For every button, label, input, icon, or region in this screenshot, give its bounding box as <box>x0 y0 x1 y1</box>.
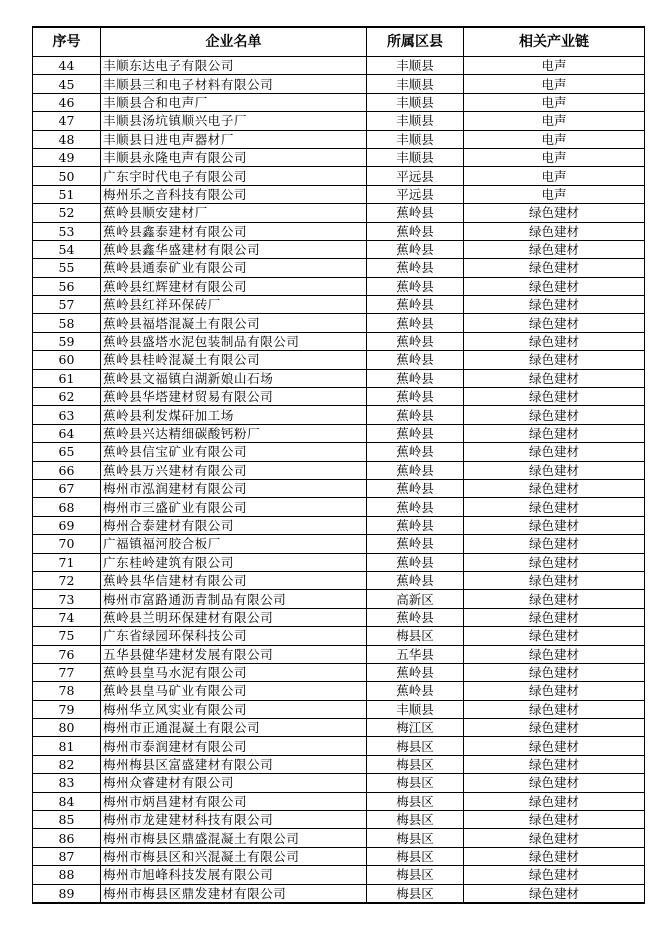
row-number: 47 <box>33 112 101 130</box>
row-number: 82 <box>33 755 101 773</box>
company-name: 梅州市炳昌建材有限公司 <box>101 792 367 810</box>
row-number: 74 <box>33 608 101 626</box>
industry-chain: 电声 <box>464 112 645 130</box>
county-name: 蕉岭县 <box>367 479 464 497</box>
row-number: 87 <box>33 847 101 865</box>
county-name: 梅县区 <box>367 774 464 792</box>
table-row <box>33 204 645 222</box>
row-number: 59 <box>33 332 101 350</box>
industry-chain: 绿色建材 <box>464 829 645 847</box>
industry-chain: 绿色建材 <box>464 755 645 773</box>
table-row <box>33 296 645 314</box>
company-name: 广东桂岭建筑有限公司 <box>101 553 367 571</box>
company-name: 五华县健华建材发展有限公司 <box>101 645 367 663</box>
table-row <box>33 645 645 663</box>
company-name: 蕉岭县福塔混凝土有限公司 <box>101 314 367 332</box>
company-list-sheet <box>32 26 644 904</box>
company-name: 蕉岭县利发煤矸加工场 <box>101 406 367 424</box>
row-number: 68 <box>33 498 101 516</box>
company-name: 蕉岭县红祥环保砖厂 <box>101 296 367 314</box>
county-name: 五华县 <box>367 645 464 663</box>
row-number: 64 <box>33 424 101 442</box>
company-name: 蕉岭县顺安建材厂 <box>101 204 367 222</box>
county-name: 平远县 <box>367 185 464 203</box>
county-name: 丰顺县 <box>367 148 464 166</box>
table-row <box>33 516 645 534</box>
county-name: 蕉岭县 <box>367 608 464 626</box>
row-number: 53 <box>33 222 101 240</box>
table-row <box>33 148 645 166</box>
row-number: 66 <box>33 461 101 479</box>
industry-chain: 绿色建材 <box>464 645 645 663</box>
table-row <box>33 663 645 681</box>
row-number: 67 <box>33 479 101 497</box>
county-name: 梅县区 <box>367 811 464 829</box>
row-number: 49 <box>33 148 101 166</box>
industry-chain: 绿色建材 <box>464 406 645 424</box>
row-number: 54 <box>33 240 101 258</box>
industry-chain: 绿色建材 <box>464 259 645 277</box>
company-name: 蕉岭县红辉建材有限公司 <box>101 277 367 295</box>
county-name: 梅县区 <box>367 755 464 773</box>
county-name: 梅县区 <box>367 884 464 903</box>
county-name: 梅江区 <box>367 719 464 737</box>
row-number: 55 <box>33 259 101 277</box>
industry-chain: 绿色建材 <box>464 277 645 295</box>
row-number: 44 <box>33 57 101 75</box>
industry-chain: 绿色建材 <box>464 719 645 737</box>
row-number: 65 <box>33 443 101 461</box>
industry-chain: 绿色建材 <box>464 332 645 350</box>
industry-chain: 绿色建材 <box>464 627 645 645</box>
table-row <box>33 443 645 461</box>
company-name: 梅州市泰润建材有限公司 <box>101 737 367 755</box>
table-row <box>33 884 645 903</box>
county-name: 蕉岭县 <box>367 424 464 442</box>
industry-chain: 绿色建材 <box>464 516 645 534</box>
county-name: 梅县区 <box>367 866 464 884</box>
row-number: 56 <box>33 277 101 295</box>
row-number: 76 <box>33 645 101 663</box>
industry-chain: 电声 <box>464 75 645 93</box>
company-name: 丰顺县三和电子材料有限公司 <box>101 75 367 93</box>
table-row <box>33 314 645 332</box>
county-name: 蕉岭县 <box>367 571 464 589</box>
row-number: 86 <box>33 829 101 847</box>
table-row <box>33 57 645 75</box>
table-row <box>33 498 645 516</box>
company-name: 蕉岭县信宝矿业有限公司 <box>101 443 367 461</box>
table-row <box>33 737 645 755</box>
row-number: 80 <box>33 719 101 737</box>
company-name: 丰顺县合和电声厂 <box>101 93 367 111</box>
industry-chain: 绿色建材 <box>464 866 645 884</box>
table-row <box>33 553 645 571</box>
county-name: 丰顺县 <box>367 57 464 75</box>
row-number: 50 <box>33 167 101 185</box>
table-row <box>33 332 645 350</box>
table-row <box>33 259 645 277</box>
company-name: 梅州市三盛矿业有限公司 <box>101 498 367 516</box>
table-row <box>33 479 645 497</box>
industry-chain: 绿色建材 <box>464 847 645 865</box>
company-name: 梅州梅县区富盛建材有限公司 <box>101 755 367 773</box>
industry-chain: 绿色建材 <box>464 424 645 442</box>
county-name: 蕉岭县 <box>367 204 464 222</box>
industry-chain: 绿色建材 <box>464 792 645 810</box>
row-number: 57 <box>33 296 101 314</box>
county-name: 蕉岭县 <box>367 369 464 387</box>
company-name: 梅州市泓润建材有限公司 <box>101 479 367 497</box>
table-row <box>33 240 645 258</box>
company-name: 梅州市正通混凝土有限公司 <box>101 719 367 737</box>
industry-chain: 绿色建材 <box>464 571 645 589</box>
company-name: 蕉岭县华信建材有限公司 <box>101 571 367 589</box>
row-number: 77 <box>33 663 101 681</box>
table-row <box>33 590 645 608</box>
county-name: 丰顺县 <box>367 93 464 111</box>
industry-chain: 绿色建材 <box>464 314 645 332</box>
county-name: 蕉岭县 <box>367 553 464 571</box>
county-name: 梅县区 <box>367 737 464 755</box>
table-row <box>33 112 645 130</box>
row-number: 60 <box>33 351 101 369</box>
industry-chain: 电声 <box>464 185 645 203</box>
header-index: 序号 <box>33 27 101 57</box>
row-number: 69 <box>33 516 101 534</box>
table-row <box>33 93 645 111</box>
company-name: 蕉岭县鑫华盛建材有限公司 <box>101 240 367 258</box>
row-number: 61 <box>33 369 101 387</box>
county-name: 梅县区 <box>367 847 464 865</box>
row-number: 83 <box>33 774 101 792</box>
company-name: 蕉岭县盛塔水泥包装制品有限公司 <box>101 332 367 350</box>
row-number: 52 <box>33 204 101 222</box>
table-row <box>33 829 645 847</box>
county-name: 平远县 <box>367 167 464 185</box>
row-number: 88 <box>33 866 101 884</box>
county-name: 蕉岭县 <box>367 332 464 350</box>
table-row <box>33 167 645 185</box>
county-name: 梅县区 <box>367 627 464 645</box>
county-name: 蕉岭县 <box>367 388 464 406</box>
county-name: 蕉岭县 <box>367 461 464 479</box>
county-name: 高新区 <box>367 590 464 608</box>
county-name: 蕉岭县 <box>367 682 464 700</box>
company-name: 蕉岭县兴达精细碳酸钙粉厂 <box>101 424 367 442</box>
county-name: 丰顺县 <box>367 700 464 718</box>
row-number: 58 <box>33 314 101 332</box>
industry-chain: 绿色建材 <box>464 479 645 497</box>
industry-chain: 绿色建材 <box>464 222 645 240</box>
county-name: 蕉岭县 <box>367 277 464 295</box>
company-name: 梅州市梅县区和兴混凝土有限公司 <box>101 847 367 865</box>
county-name: 丰顺县 <box>367 112 464 130</box>
industry-chain: 绿色建材 <box>464 774 645 792</box>
county-name: 蕉岭县 <box>367 443 464 461</box>
industry-chain: 绿色建材 <box>464 443 645 461</box>
company-name: 梅州市梅县区鼎盛混凝土有限公司 <box>101 829 367 847</box>
industry-chain: 绿色建材 <box>464 498 645 516</box>
company-name: 蕉岭县万兴建材有限公司 <box>101 461 367 479</box>
industry-chain: 电声 <box>464 148 645 166</box>
header-company: 企业名单 <box>101 27 367 57</box>
table-row <box>33 388 645 406</box>
row-number: 70 <box>33 535 101 553</box>
industry-chain: 电声 <box>464 167 645 185</box>
county-name: 丰顺县 <box>367 75 464 93</box>
row-number: 84 <box>33 792 101 810</box>
county-name: 蕉岭县 <box>367 535 464 553</box>
table-row <box>33 847 645 865</box>
row-number: 51 <box>33 185 101 203</box>
company-name: 蕉岭县皇马矿业有限公司 <box>101 682 367 700</box>
industry-chain: 电声 <box>464 130 645 148</box>
industry-chain: 绿色建材 <box>464 811 645 829</box>
industry-chain: 绿色建材 <box>464 590 645 608</box>
table-row <box>33 571 645 589</box>
header-chain: 相关产业链 <box>464 27 645 57</box>
row-number: 63 <box>33 406 101 424</box>
company-table <box>32 26 645 904</box>
industry-chain: 绿色建材 <box>464 884 645 903</box>
row-number: 79 <box>33 700 101 718</box>
industry-chain: 绿色建材 <box>464 553 645 571</box>
company-name: 广福镇福河胶合板厂 <box>101 535 367 553</box>
row-number: 85 <box>33 811 101 829</box>
county-name: 梅县区 <box>367 829 464 847</box>
company-name: 蕉岭县华塔建材贸易有限公司 <box>101 388 367 406</box>
company-name: 梅州市富路通沥青制品有限公司 <box>101 590 367 608</box>
company-name: 丰顺县日进电声器材厂 <box>101 130 367 148</box>
table-row <box>33 130 645 148</box>
row-number: 46 <box>33 93 101 111</box>
industry-chain: 绿色建材 <box>464 296 645 314</box>
table-row <box>33 682 645 700</box>
table-row <box>33 700 645 718</box>
table-row <box>33 608 645 626</box>
row-number: 71 <box>33 553 101 571</box>
industry-chain: 绿色建材 <box>464 535 645 553</box>
company-name: 蕉岭县鑫泰建材有限公司 <box>101 222 367 240</box>
table-row <box>33 811 645 829</box>
table-header-row <box>33 27 645 57</box>
industry-chain: 绿色建材 <box>464 737 645 755</box>
county-name: 蕉岭县 <box>367 296 464 314</box>
county-name: 蕉岭县 <box>367 222 464 240</box>
company-name: 梅州市梅县区鼎发建材有限公司 <box>101 884 367 903</box>
row-number: 72 <box>33 571 101 589</box>
county-name: 丰顺县 <box>367 130 464 148</box>
table-row <box>33 866 645 884</box>
table-row <box>33 75 645 93</box>
company-name: 丰顺县汤坑镇顺兴电子厂 <box>101 112 367 130</box>
company-name: 蕉岭县桂岭混凝土有限公司 <box>101 351 367 369</box>
table-row <box>33 277 645 295</box>
row-number: 75 <box>33 627 101 645</box>
table-row <box>33 424 645 442</box>
table-row <box>33 719 645 737</box>
table-row <box>33 535 645 553</box>
industry-chain: 电声 <box>464 93 645 111</box>
row-number: 48 <box>33 130 101 148</box>
industry-chain: 电声 <box>464 57 645 75</box>
county-name: 蕉岭县 <box>367 663 464 681</box>
company-name: 蕉岭县通泰矿业有限公司 <box>101 259 367 277</box>
company-name: 蕉岭县兰明环保建材有限公司 <box>101 608 367 626</box>
company-name: 梅州合泰建材有限公司 <box>101 516 367 534</box>
county-name: 蕉岭县 <box>367 240 464 258</box>
industry-chain: 绿色建材 <box>464 663 645 681</box>
county-name: 蕉岭县 <box>367 351 464 369</box>
county-name: 蕉岭县 <box>367 259 464 277</box>
table-row <box>33 351 645 369</box>
company-name: 蕉岭县皇马水泥有限公司 <box>101 663 367 681</box>
industry-chain: 绿色建材 <box>464 369 645 387</box>
company-name: 梅州华立风实业有限公司 <box>101 700 367 718</box>
company-name: 广东宇时代电子有限公司 <box>101 167 367 185</box>
header-county: 所属区县 <box>367 27 464 57</box>
row-number: 81 <box>33 737 101 755</box>
county-name: 蕉岭县 <box>367 406 464 424</box>
company-name: 丰顺东达电子有限公司 <box>101 57 367 75</box>
table-row <box>33 755 645 773</box>
table-row <box>33 222 645 240</box>
row-number: 89 <box>33 884 101 903</box>
industry-chain: 绿色建材 <box>464 240 645 258</box>
table-row <box>33 627 645 645</box>
industry-chain: 绿色建材 <box>464 351 645 369</box>
industry-chain: 绿色建材 <box>464 461 645 479</box>
industry-chain: 绿色建材 <box>464 608 645 626</box>
industry-chain: 绿色建材 <box>464 700 645 718</box>
industry-chain: 绿色建材 <box>464 682 645 700</box>
industry-chain: 绿色建材 <box>464 204 645 222</box>
table-row <box>33 406 645 424</box>
company-name: 丰顺县永隆电声有限公司 <box>101 148 367 166</box>
county-name: 梅县区 <box>367 792 464 810</box>
county-name: 蕉岭县 <box>367 314 464 332</box>
company-name: 广东省绿园环保科技公司 <box>101 627 367 645</box>
table-row <box>33 792 645 810</box>
table-row <box>33 774 645 792</box>
company-name: 梅州众睿建材有限公司 <box>101 774 367 792</box>
industry-chain: 绿色建材 <box>464 388 645 406</box>
county-name: 蕉岭县 <box>367 516 464 534</box>
table-row <box>33 185 645 203</box>
row-number: 78 <box>33 682 101 700</box>
row-number: 45 <box>33 75 101 93</box>
company-name: 梅州乐之音科技有限公司 <box>101 185 367 203</box>
row-number: 73 <box>33 590 101 608</box>
company-name: 梅州市旭峰科技发展有限公司 <box>101 866 367 884</box>
county-name: 蕉岭县 <box>367 498 464 516</box>
table-row <box>33 461 645 479</box>
table-row <box>33 369 645 387</box>
company-name: 梅州市龙建建材科技有限公司 <box>101 811 367 829</box>
row-number: 62 <box>33 388 101 406</box>
company-name: 蕉岭县文福镇白湖新娘山石场 <box>101 369 367 387</box>
table-body <box>33 57 645 903</box>
